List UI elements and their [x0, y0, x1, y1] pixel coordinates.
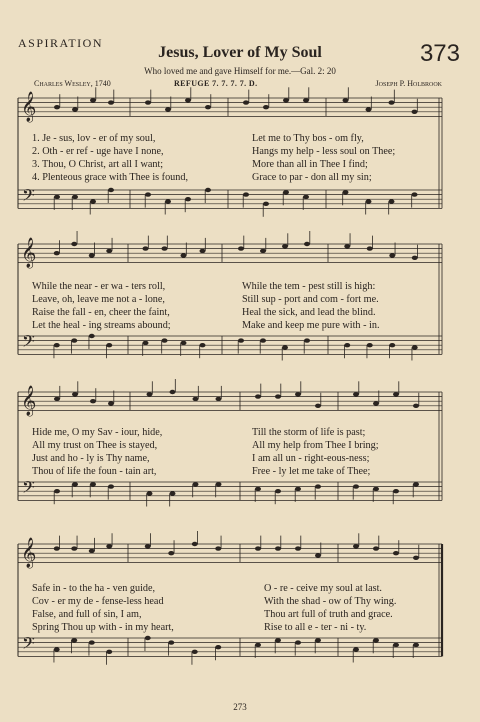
note-head [168, 640, 174, 644]
note-head [243, 100, 249, 104]
note-head [412, 192, 418, 196]
note-head [353, 484, 359, 488]
note-head [54, 251, 60, 255]
note-head [106, 650, 112, 654]
note-head [193, 482, 199, 486]
treble-clef: 𝄞 [21, 386, 37, 416]
note-head [413, 482, 419, 486]
note-head [344, 244, 350, 248]
bass-clef: 𝄢 [22, 477, 35, 501]
bass-clef: 𝄢 [22, 633, 35, 657]
note-head [181, 341, 187, 345]
note-head [205, 105, 211, 109]
verse-line: Leave, oh, leave me not a - lone, Still sup - port and com - fort me. [32, 294, 379, 305]
verse-line: Thou of life the foun - tain art, Free - ly let me take of Thee; [32, 466, 371, 477]
note-head [282, 244, 288, 248]
note-head [90, 399, 96, 403]
treble-clef: 𝄞 [21, 538, 37, 568]
note-head [260, 338, 266, 342]
verse-line: Let the heal - ing streams abound; Make and keep me pure with - in. [32, 320, 380, 331]
note-head [72, 482, 78, 486]
note-head [145, 544, 151, 548]
note-head [275, 638, 281, 642]
note-head [165, 107, 171, 111]
note-head [238, 338, 244, 342]
note-head [216, 482, 222, 486]
tune-name: REFUGE 7. 7. 7. 7. D. [174, 79, 258, 88]
verse-line: 2. Oth - er ref - uge have I none, Hangs my help - less soul on Thee; [32, 146, 396, 157]
note-head [344, 343, 350, 347]
note-head [72, 107, 78, 111]
treble-clef: 𝄞 [21, 238, 37, 268]
note-head [263, 105, 269, 109]
composer-credit: Joseph P. Holbrook [375, 79, 442, 88]
note-head [295, 487, 301, 491]
hymn-title: Jesus, Lover of My Soul [158, 44, 322, 61]
note-head [108, 401, 114, 405]
note-head [185, 197, 191, 201]
note-head [200, 343, 206, 347]
note-head [106, 343, 112, 347]
note-head [89, 640, 95, 644]
verse-line: Spring Thou up with - in my heart, Rise to all e - ter - ni - ty. [32, 622, 367, 633]
note-head [71, 546, 77, 550]
verse-line: Hide me, O my Sav - iour, hide, Till the storm of life is past; [32, 427, 366, 438]
note-head [255, 643, 261, 647]
bass-clef: 𝄢 [22, 185, 35, 209]
note-head [275, 546, 281, 550]
lyrics-system-1 [32, 132, 446, 184]
page-number: 273 [233, 702, 247, 712]
verse-line: 4. Plenteous grace with Thee is found, Grace to par - don all my sin; [32, 172, 372, 183]
hymn-number: 373 [419, 40, 460, 67]
note-head [145, 100, 151, 104]
note-head [315, 484, 321, 488]
note-head [393, 643, 399, 647]
scripture-subtitle: Who loved me and gave Himself for me.—Gal. 2: 20 [144, 66, 336, 76]
note-head [393, 489, 399, 493]
note-head [343, 98, 349, 102]
verse-line: Safe in - to the ha - ven guide, O - re - ceive my soul at last. [32, 583, 382, 594]
note-head [147, 392, 153, 396]
note-head [192, 650, 198, 654]
note-head [275, 394, 281, 398]
verse-line: Raise the fall - en, cheer the faint, Heal the sick, and lead the blind. [32, 307, 376, 318]
note-head [283, 98, 289, 102]
note-head [192, 542, 198, 546]
note-head [303, 195, 309, 199]
note-head [373, 401, 379, 405]
note-head [260, 249, 266, 253]
note-head [72, 195, 78, 199]
note-head [353, 392, 359, 396]
lyrics-system-2 [32, 280, 446, 332]
note-head [106, 544, 112, 548]
note-head [200, 249, 206, 253]
note-head [170, 390, 176, 394]
note-head [393, 392, 399, 396]
note-head [238, 246, 244, 250]
note-head [413, 643, 419, 647]
note-head [295, 546, 301, 550]
section-heading: ASPIRATION [18, 36, 104, 50]
note-head [343, 190, 349, 194]
verse-line: 1. Je - sus, lov - er of my soul, Let me to Thy bos - om fly, [32, 133, 364, 144]
note-head [413, 556, 419, 560]
note-head [143, 341, 149, 345]
note-head [389, 199, 395, 203]
note-head [90, 199, 96, 203]
note-head [367, 246, 373, 250]
author-credit: Charles Wesley, 1740 [34, 79, 111, 88]
note-head [143, 246, 149, 250]
verse-line: False, and full of sin, I am, Thou art full of truth and grace. [32, 609, 393, 620]
note-head [106, 249, 112, 253]
note-head [90, 98, 96, 102]
note-head [304, 242, 310, 246]
note-head [389, 100, 395, 104]
note-head [54, 647, 60, 651]
note-head [282, 345, 288, 349]
note-head [215, 645, 221, 649]
note-head [108, 100, 114, 104]
note-head [303, 98, 309, 102]
note-head [71, 638, 77, 642]
note-head [413, 404, 419, 408]
note-head [162, 246, 168, 250]
note-head [283, 190, 289, 194]
note-head [145, 192, 151, 196]
note-head [243, 192, 249, 196]
note-head [315, 553, 321, 557]
note-head [315, 404, 321, 408]
note-head [412, 110, 418, 114]
note-head [54, 105, 60, 109]
note-head [215, 546, 221, 550]
note-head [108, 484, 114, 488]
note-head [54, 397, 60, 401]
verse-line: While the near - er wa - ters roll, While the tem - pest still is high: [32, 281, 376, 292]
note-head [255, 546, 261, 550]
note-head [168, 551, 174, 555]
note-head [145, 636, 151, 640]
note-head [366, 199, 372, 203]
verse-line: Just and ho - ly is Thy name, I am all un - right-eous-ness; [32, 453, 370, 464]
note-head [315, 638, 321, 642]
note-head [89, 253, 95, 257]
note-head [170, 491, 176, 495]
note-head [54, 343, 60, 347]
note-head [89, 549, 95, 553]
note-head [108, 188, 114, 192]
note-head [54, 489, 60, 493]
note-head [162, 338, 168, 342]
note-head [71, 338, 77, 342]
lyrics-system-4 [32, 582, 446, 634]
note-head [205, 188, 211, 192]
note-head [353, 544, 359, 548]
verse-line: All my trust on Thee is stayed, All my help from Thee I bring; [32, 440, 379, 451]
note-head [263, 202, 269, 206]
note-head [393, 551, 399, 555]
note-head [185, 98, 191, 102]
note-head [255, 487, 261, 491]
bass-clef: 𝄢 [22, 331, 35, 355]
note-head [72, 392, 78, 396]
note-head [71, 242, 77, 246]
note-head [275, 489, 281, 493]
note-head [295, 392, 301, 396]
note-head [165, 199, 171, 203]
note-head [373, 487, 379, 491]
note-head [90, 482, 96, 486]
treble-clef: 𝄞 [21, 92, 37, 122]
note-head [216, 397, 222, 401]
note-head [193, 397, 199, 401]
note-head [412, 345, 418, 349]
note-head [181, 253, 187, 257]
note-head [373, 638, 379, 642]
verse-line: Cov - er my de - fense-less head With the shad - ow of Thy wing. [32, 596, 397, 607]
note-head [373, 546, 379, 550]
note-head [54, 195, 60, 199]
note-head [89, 334, 95, 338]
note-head [54, 546, 60, 550]
note-head [389, 343, 395, 347]
verse-line: 3. Thou, O Christ, art all I want; More than all in Thee I find; [32, 159, 368, 170]
note-head [389, 253, 395, 257]
note-head [353, 647, 359, 651]
note-head [366, 107, 372, 111]
note-head [295, 640, 301, 644]
note-head [304, 338, 310, 342]
note-head [367, 343, 373, 347]
note-head [255, 394, 261, 398]
note-head [147, 491, 153, 495]
lyrics-system-3 [32, 426, 446, 478]
note-head [412, 256, 418, 260]
